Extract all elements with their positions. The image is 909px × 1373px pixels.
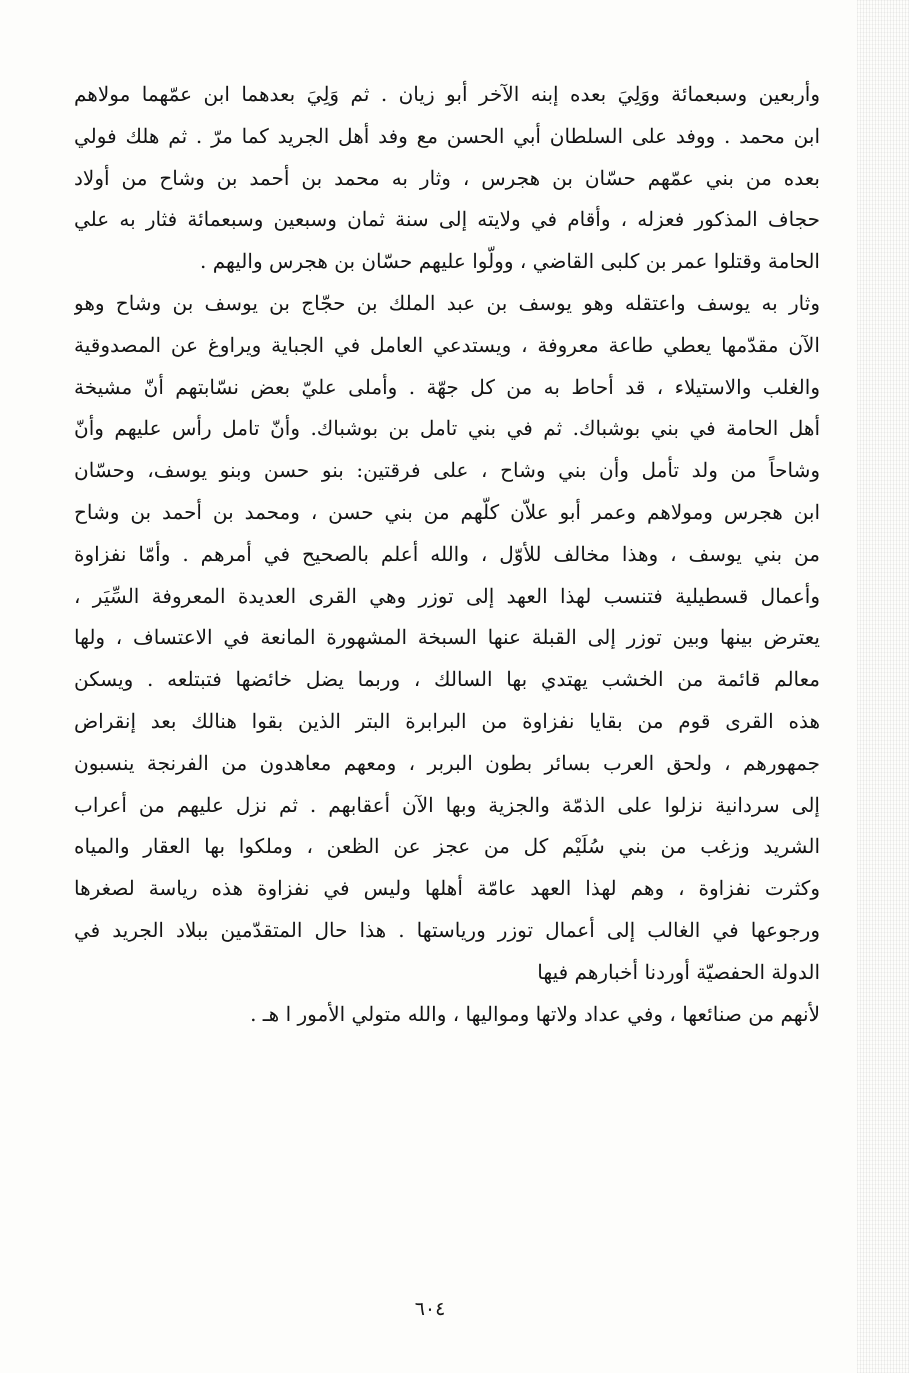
body-text [74, 74, 820, 1035]
text-line: لأنهم من صنائعها ، وفي عداد ولاتها ومواليها ، والله متولي الأمور ا هـ . [250, 1001, 820, 1026]
text-line: وثار به يوسف واعتقله وهو يوسف بن عبد الملك بن حجّاج بن يوسف بن وشاح وهو [74, 290, 820, 315]
text-line: ورجوعها في الغالب إلى أعمال توزر ورياستها . هذا حال المتقدّمين ببلاد الجريد في [74, 917, 820, 942]
text-line: الشريد وزغب من بني سُلَيْم كل من عجز عن الظعن ، وملكوا بها العقار والمياه [74, 834, 820, 859]
text-line: أهل الحامة في بني بوشباك. ثم في بني تامل بن بوشباك. وأنّ تامل رأس عليهم وأنّ [74, 416, 820, 441]
text-line: ابن محمد . ووفد على السلطان أبي الحسن مع وفد أهل الجريد كما مرّ . ثم هلك فولي [74, 123, 820, 148]
text-line: الحامة وقتلوا عمر بن كلبى القاضي ، وولّوا عليهم حسّان بن هجرس واليهم . [200, 249, 820, 274]
text-line: وشاحاً من ولد تأمل وأن بني وشاح ، على فرقتين: بنو حسن وبنو يوسف، وحسّان [74, 458, 820, 483]
text-line: الدولة الحفصيّة أوردنا أخبارهم فيها [537, 959, 820, 984]
text-line: بعده من بني عمّهم حسّان بن هجرس ، وثار به محمد بن أحمد بن وشاح من أولاد [74, 165, 820, 190]
scan-edge-texture [857, 0, 909, 1373]
text-line: إلى سردانية نزلوا على الذمّة والجزية وبها الآن أعقابهم . ثم نزل عليهم من أعراب [74, 792, 820, 817]
page-number: ٦٠٤ [414, 1298, 446, 1320]
text-line: الآن مقدّمها يعطي طاعة معروفة ، ويستدعي العامل في الجباية ويراوغ عن المصدوقية [74, 332, 820, 357]
text-line: حجاف المذكور فعزله ، وأقام في ولايته إلى سنة ثمان وسبعين وسبعمائة فثار به علي [74, 207, 820, 232]
text-line: من بني يوسف ، وهذا مخالف للأوّل ، والله أعلم بالصحيح في أمرهم . وأمّا نفزاوة [74, 541, 820, 566]
text-line: هذه القرى قوم من بقايا نفزاوة من البرابرة البتر الذين بقوا هنالك بعد إنقراض [74, 708, 820, 733]
text-line: وكثرت نفزاوة ، وهم لهذا العهد عامّة أهلها وليس في نفزاوة هذه رياسة لصغرها [74, 876, 820, 901]
text-line: معالم قائمة من الخشب يهتدي بها السالك ، وربما يضل خائضها فتبتلعه . ويسكن [74, 667, 820, 692]
text-line: وأعمال قسطيلية فتنسب لهذا العهد إلى توزر وهي القرى العديدة المعروفة السِّيَر ، [74, 583, 820, 608]
text-line: والغلب والاستيلاء ، قد أحاط به من كل جهّة . وأملى عليّ بعض نسّابتهم أنّ مشيخة [74, 374, 820, 399]
text-line: يعترض بينها وبين توزر إلى القبلة عنها السبخة المشهورة المانعة في الاعتساف ، ولها [74, 625, 820, 650]
text-line: وأربعين وسبعمائة ووَلِيَ بعده إبنه الآخر أبو زيان . ثم وَلِيَ بعدهما ابن عمّهما مولاهم [74, 82, 820, 106]
text-line: جمهورهم ، ولحق العرب بسائر بطون البربر ، ومعهم معاهدون من الفرنجة ينسبون [74, 750, 820, 775]
text-line: ابن هجرس ومولاهم وعمر أبو علاّن كلّهم من بني حسن ، ومحمد بن أحمد بن وشاح [74, 499, 820, 524]
